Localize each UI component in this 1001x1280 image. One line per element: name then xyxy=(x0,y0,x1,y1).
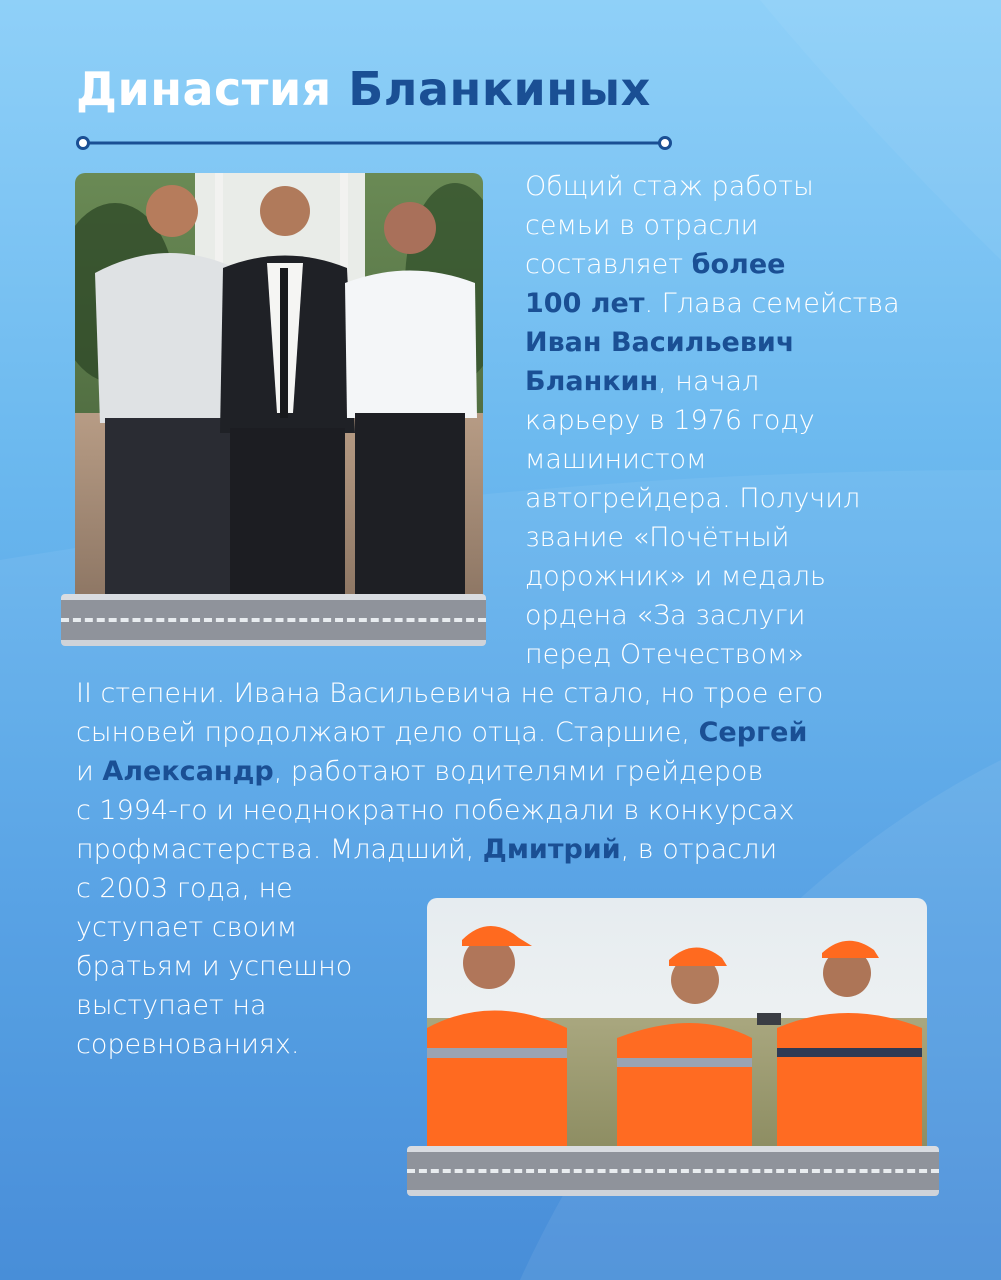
text-line xyxy=(76,791,823,830)
text-line xyxy=(76,752,823,791)
title-divider xyxy=(74,134,674,152)
text-segment: перед Отечеством» xyxy=(525,639,805,670)
text-line xyxy=(76,830,823,869)
highlight-text: Дмитрий xyxy=(482,834,621,865)
text-segment: , начал xyxy=(658,366,760,397)
text-line xyxy=(525,596,900,635)
text-segment: , работают водителями грейдеров xyxy=(273,756,764,787)
text-segment: уступает своим xyxy=(76,912,298,943)
text-segment: ордена «За заслуги xyxy=(525,600,806,631)
text-segment: машинистом xyxy=(525,444,707,475)
top-photo-card xyxy=(61,173,498,653)
text-segment: II степени. Ивана Васильевича не стало, но трое его xyxy=(76,678,824,709)
highlight-text: более xyxy=(691,249,786,280)
text-line xyxy=(76,869,352,908)
text-line xyxy=(525,518,900,557)
text-line xyxy=(525,557,900,596)
highlight-text: Бланкин xyxy=(525,366,659,397)
text-segment: братьям и успешно xyxy=(76,951,353,982)
text-line xyxy=(525,284,900,323)
text-line xyxy=(525,479,900,518)
highlight-text: 100 лет xyxy=(525,288,645,319)
title-word-2: Бланкиных xyxy=(348,62,651,116)
text-segment: карьеру в 1976 году xyxy=(525,405,815,436)
text-segment: автогрейдера. Получил xyxy=(525,483,861,514)
text-line xyxy=(76,1025,352,1064)
bottom-photo xyxy=(427,898,927,1164)
highlight-text: Александр xyxy=(102,756,274,787)
full-width-text xyxy=(76,674,823,869)
text-line xyxy=(525,167,900,206)
text-segment: , в отрасли xyxy=(620,834,778,865)
text-segment: с 1994-го и неоднократно побеждали в конкурсах xyxy=(76,795,795,826)
text-line xyxy=(525,635,900,674)
text-line xyxy=(76,713,823,752)
text-segment: составляет xyxy=(525,249,692,280)
text-line xyxy=(76,986,352,1025)
text-segment: семьи в отрасли xyxy=(525,210,759,241)
bottom-photo-card xyxy=(407,898,941,1203)
text-segment: и xyxy=(76,756,103,787)
text-line xyxy=(525,323,900,362)
left-column-text xyxy=(76,869,352,1064)
text-segment: дорожник» и медаль xyxy=(525,561,826,592)
text-line xyxy=(76,908,352,947)
highlight-text: Иван Васильевич xyxy=(525,327,795,358)
text-line xyxy=(525,362,900,401)
bottom-photo-road-strip xyxy=(407,1146,939,1196)
text-line xyxy=(76,947,352,986)
top-photo-road-strip xyxy=(61,594,486,646)
text-segment: звание «Почётный xyxy=(525,522,790,553)
text-segment: сыновей продолжают дело отца. Старшие, xyxy=(76,717,699,748)
text-segment: выступает на xyxy=(76,990,267,1021)
top-photo xyxy=(75,173,483,606)
right-column-text xyxy=(525,167,900,674)
title-word-1: Династия xyxy=(76,62,332,116)
text-segment: Общий стаж работы xyxy=(525,171,814,202)
text-segment: с 2003 года, не xyxy=(76,873,293,904)
text-line xyxy=(76,674,823,713)
text-line xyxy=(525,245,900,284)
text-line xyxy=(525,401,900,440)
page-title xyxy=(76,62,651,116)
text-segment: профмастерства. Младший, xyxy=(76,834,483,865)
text-segment: соревнованиях. xyxy=(76,1029,300,1060)
highlight-text: Сергей xyxy=(698,717,808,748)
text-segment: . Глава семейства xyxy=(644,288,900,319)
text-line xyxy=(525,206,900,245)
text-line xyxy=(525,440,900,479)
